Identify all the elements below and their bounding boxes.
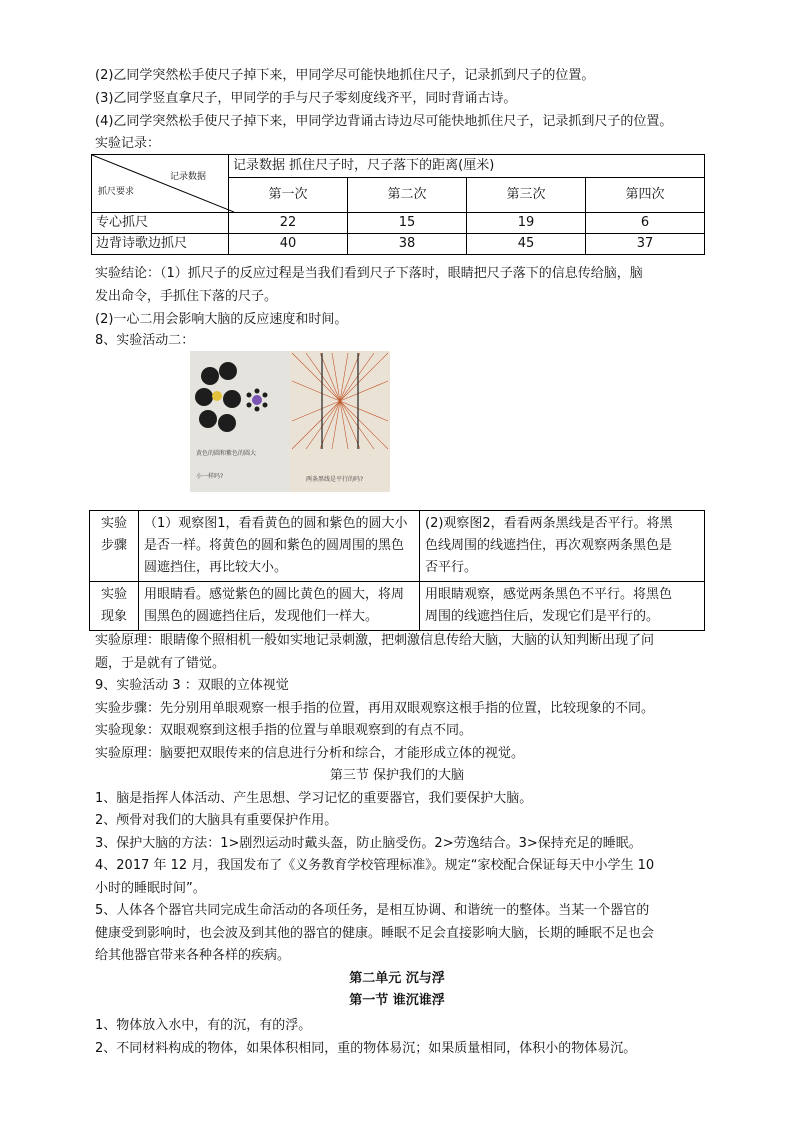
table-corner-cell — [92, 155, 229, 213]
text-line: 实验结论：（1）抓尺子的反应过程是当我们看到尺子下落时，眼睛把尺子落下的信息传给脑，脑 — [95, 266, 643, 281]
table-cell: 22 — [229, 213, 348, 234]
text-line: 1、物体放入水中，有的沉，有的浮。 — [95, 1018, 312, 1033]
column-header: 第二次 — [347, 178, 466, 213]
row-label: 专心抓尺 — [92, 213, 229, 234]
table-header: 记录数据 抓住尺子时，尺子落下的距离(厘米) — [229, 155, 705, 178]
lesson-title: 第一节 谁沉谁浮 — [349, 993, 445, 1008]
text-line: 实验记录： — [95, 136, 161, 151]
row-label: 实验 步骤 — [90, 511, 139, 582]
text-line: 发出命令，手抓住下落的尺子。 — [95, 289, 278, 304]
column-header: 第三次 — [466, 178, 585, 213]
section-title: 第三节 保护我们的大脑 — [329, 768, 465, 783]
column-header: 第四次 — [585, 178, 704, 213]
table-row — [92, 213, 705, 234]
experiment-table — [89, 510, 705, 631]
table-row — [90, 511, 705, 582]
text-line: (2)乙同学突然松手使尺子掉下来，甲同学尽可能快地抓住尺子，记录抓到尺子的位置。 — [95, 68, 595, 83]
text-line: 健康受到影响时，也会波及到其他的器官的健康。睡眠不足会直接影响大脑，长期的睡眠不足也会 — [95, 926, 655, 941]
text-line: 题，于是就有了错觉。 — [95, 656, 226, 671]
table-row — [92, 234, 705, 255]
record-table — [91, 154, 705, 255]
corner-label-top: 记录数据 — [169, 172, 206, 182]
text-line: 实验步骤：先分别用单眼观察一根手指的位置，再用双眼观察这根手指的位置，比较现象的不同。 — [95, 701, 655, 716]
text-line: 5、人体各个器官共同完成生命活动的各项任务，是相互协调、和谐统一的整体。当某一个器官的 — [95, 903, 650, 918]
column-header: 第一次 — [229, 178, 348, 213]
table-cell: 38 — [347, 234, 466, 255]
table-cell: 用眼睛观察，感觉两条黑色不平行。将黑色 周围的线遮挡住后，发现它们是平行的。 — [420, 582, 705, 631]
table-cell: 用眼睛看。感觉紫色的圆比黄色的圆大，将周 围黑色的圆遮挡住后，发现他们一样大。 — [139, 582, 420, 631]
corner-label-bottom: 抓尺要求 — [98, 187, 135, 197]
text-line: (4)乙同学突然松手使尺子掉下来，甲同学边背诵古诗边尽可能快地抓住尺子，记录抓到尺子的位置。 — [95, 114, 673, 129]
table-cell: 19 — [466, 213, 585, 234]
text-line: 给其他器官带来各种各样的疾病。 — [95, 948, 291, 963]
text-line: 2、颅骨对我们的大脑具有重要保护作用。 — [95, 813, 338, 828]
unit-title: 第二单元 沉与浮 — [349, 971, 445, 986]
photo-caption-left-2: 小一样吗? — [196, 473, 224, 480]
text-line: 2、不同材料构成的物体，如果体积相同，重的物体易沉；如果质量相同，体积小的物体易沉。 — [95, 1041, 637, 1056]
text-line: (2)一心二用会影响大脑的反应速度和时间。 — [95, 312, 348, 327]
table-cell: 6 — [585, 213, 704, 234]
table-cell: (2)观察图2，看看两条黑线是否平行。将黑 色线周围的线遮挡住，再次观察两条黑色是 否平行。 — [420, 511, 705, 582]
photo-caption-left: 黄色的圆和紫色的圆大 — [196, 450, 257, 457]
text-line: 小时的睡眠时间”。 — [95, 881, 206, 896]
table-row — [90, 582, 705, 631]
table-cell: 37 — [585, 234, 704, 255]
row-label: 实验 现象 — [90, 582, 139, 631]
text-line: 实验原理：脑要把双眼传来的信息进行分析和综合，才能形成立体的视觉。 — [95, 746, 525, 761]
text-line: (3)乙同学竖直拿尺子，甲同学的手与尺子零刻度线齐平，同时背诵古诗。 — [95, 91, 517, 106]
row-label: 边背诗歌边抓尺 — [92, 234, 229, 255]
table-cell: 45 — [466, 234, 585, 255]
text-line: 实验原理：眼睛像个照相机一般如实地记录刺激，把刺激信息传给大脑，大脑的认知判断出现了问 — [95, 633, 655, 648]
illusion-photo — [190, 351, 390, 492]
table-cell: （1）观察图1，看看黄色的圆和紫色的圆大小 是否一样。将黄色的圆和紫色的圆周围的黑色 圆遮挡住，再比较大小。 — [139, 511, 420, 582]
text-line: 8、实验活动二： — [95, 333, 195, 348]
table-cell: 15 — [347, 213, 466, 234]
text-line: 1、脑是指挥人体活动、产生思想、学习记忆的重要器官，我们要保护大脑。 — [95, 791, 533, 806]
text-line: 4、2017 年 12 月，我国发布了《义务教育学校管理标准》。规定“家校配合保证每天中小学生 10 — [95, 858, 655, 873]
text-line: 3、保护大脑的方法：1>剧烈运动时戴头盔，防止脑受伤。2>劳逸结合。3>保持充足的睡眠。 — [95, 836, 642, 851]
table-cell: 40 — [229, 234, 348, 255]
text-line: 实验现象：双眼观察到这根手指的位置与单眼观察到的有点不同。 — [95, 723, 473, 738]
text-line: 9、实验活动 3 ：双眼的立体视觉 — [95, 678, 289, 693]
photo-caption-right: 两条黑线是平行的吗? — [306, 476, 364, 483]
